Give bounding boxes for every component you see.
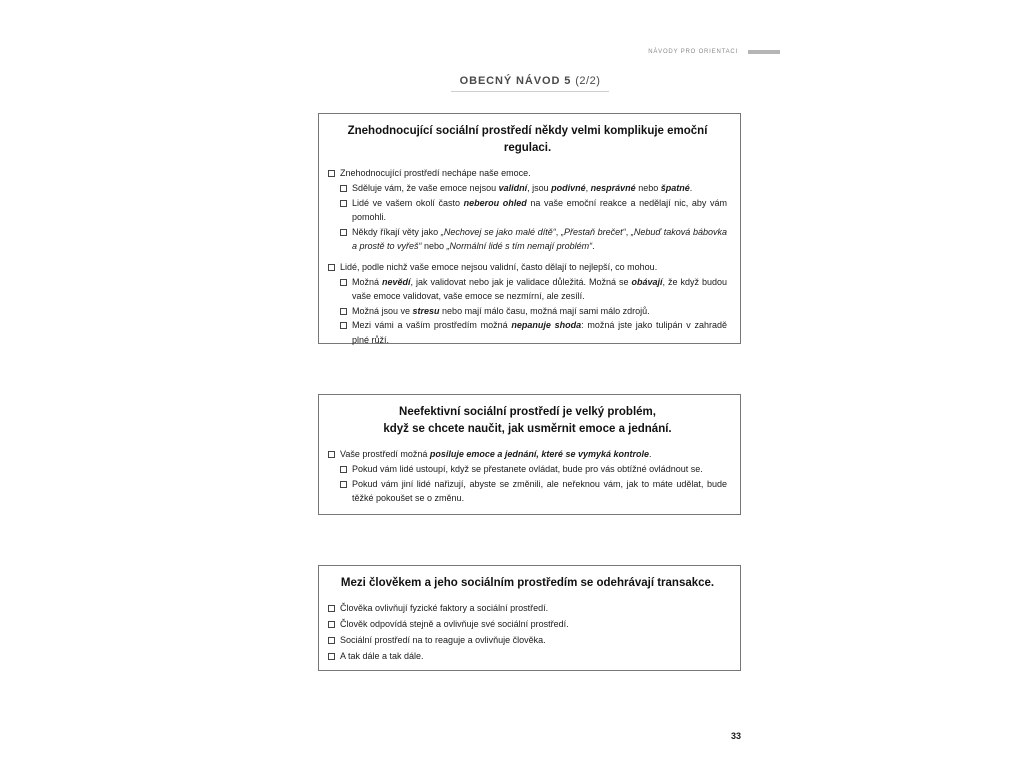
checkbox-icon xyxy=(340,200,347,207)
box-heading: Mezi člověkem a jeho sociálním prostředím se odehrávají transakce. xyxy=(340,577,715,589)
quote: „Normální lidé s tím nemají problém“ xyxy=(446,241,593,251)
box-heading xyxy=(328,404,727,438)
checklist xyxy=(328,600,727,664)
checkbox-icon xyxy=(340,481,347,488)
checkbox-icon xyxy=(340,308,347,315)
item-text: Pokud vám lidé ustoupí, když se přestanete ovládat, bude pro vás obtížné ovládnout se. xyxy=(352,464,703,474)
emphasis: neberou ohled xyxy=(463,197,527,208)
checkbox-icon xyxy=(340,322,347,329)
checkbox-icon xyxy=(328,653,335,660)
text-run: , xyxy=(585,183,591,193)
checklist-subitem xyxy=(340,196,727,225)
text-run: Možná xyxy=(352,276,382,287)
checklist xyxy=(328,447,727,506)
info-box-invalidating-environment xyxy=(318,113,741,344)
checklist-item xyxy=(328,632,727,648)
checklist-subitem xyxy=(340,304,727,319)
text-run: nebo mají málo času, možná mají sami málo zdrojů. xyxy=(439,305,650,316)
section-title-main: OBECNÝ NÁVOD 5 xyxy=(459,75,572,87)
checkbox-icon xyxy=(328,264,335,271)
item-text: A tak dále a tak dále. xyxy=(340,651,424,661)
checklist-item xyxy=(328,648,727,664)
text-run: , že když budou vaše emoce validovat, vaše emoce se nezmírní, ale zesílí. xyxy=(352,276,727,301)
checkbox-icon xyxy=(340,466,347,473)
quote: „Nebuď taková bábovka a prostě to vyřeš“ xyxy=(352,226,727,251)
checkbox-icon xyxy=(340,229,347,236)
text-run: , jak validovat nebo jak je validace důležitá. Možná se xyxy=(410,276,632,287)
checkbox-icon xyxy=(328,637,335,644)
text-run: Někdy říkají věty jako xyxy=(352,226,441,237)
text-run: Možná jsou ve xyxy=(352,305,413,316)
text-run: , xyxy=(555,226,561,237)
text-run: , jsou xyxy=(527,183,552,193)
checklist-item xyxy=(328,600,727,616)
checklist-subitem xyxy=(340,477,727,506)
text-run: nebo xyxy=(635,183,661,193)
item-text: Pokud vám jiní lidé nařizují, abyste se změnili, ale neřeknou vám, jak to máte udělat, bude těžké pokoušet se o změnu. xyxy=(352,478,727,503)
checklist-item xyxy=(328,166,727,181)
section-title xyxy=(451,75,609,92)
checkbox-icon xyxy=(328,605,335,612)
emphasis: špatné xyxy=(660,183,690,193)
box-heading: Znehodnocující sociální prostředí někdy velmi komplikuje emoční regulaci. xyxy=(347,125,708,154)
checkbox-icon xyxy=(328,621,335,628)
emphasis: validní xyxy=(498,183,528,193)
text-run: Lidé ve vašem okolí často xyxy=(352,197,464,208)
info-box-transactions xyxy=(318,565,741,671)
checkbox-icon xyxy=(340,279,347,286)
checklist-subitem xyxy=(340,318,727,347)
quote: „Nechovej se jako malé dítě“ xyxy=(440,226,556,237)
page-number: 33 xyxy=(731,731,742,741)
text-run: Vaše prostředí možná xyxy=(340,449,430,459)
item-text: Znehodnocující prostředí nechápe naše emoce. xyxy=(340,168,531,178)
checklist xyxy=(328,166,727,347)
emphasis: nevědí xyxy=(382,276,411,287)
text-run: : možná jste jako tulipán v zahradě plné růží. xyxy=(352,320,728,345)
item-text: Lidé, podle nichž vaše emoce nejsou validní, často dělají to nejlepší, co mohou. xyxy=(340,261,658,272)
box-heading-line: když se chcete naučit, jak usměrnit emoce a jednání. xyxy=(383,423,672,435)
text-run: Sděluje vám, že vaše emoce nejsou xyxy=(352,183,499,193)
emphasis: nepanuje shoda xyxy=(511,320,582,330)
checklist-subitem xyxy=(340,462,727,477)
checkbox-icon xyxy=(328,170,335,177)
checklist-subitem xyxy=(340,181,727,196)
checkbox-icon xyxy=(340,185,347,192)
text-run: . xyxy=(648,449,652,459)
checklist-subitem xyxy=(340,225,727,254)
emphasis: stresu xyxy=(412,305,440,316)
checkbox-icon xyxy=(328,451,335,458)
item-text: Člověk odpovídá stejně a ovlivňuje své sociální prostředí. xyxy=(340,619,569,629)
item-text: Sociální prostředí na to reaguje a ovlivňuje člověka. xyxy=(340,635,546,645)
text-run: , xyxy=(625,226,631,237)
info-box-ineffective-environment xyxy=(318,394,741,515)
text-run: nebo xyxy=(421,241,447,251)
emphasis: obávají xyxy=(631,276,663,287)
emphasis: podivné xyxy=(551,183,586,193)
emphasis: nesprávné xyxy=(590,183,636,193)
item-text: Člověka ovlivňují fyzické faktory a sociální prostředí. xyxy=(340,603,549,613)
emphasis: posiluje emoce a jednání, které se vymyká kontrole xyxy=(429,449,649,459)
text-run: . xyxy=(592,241,595,251)
text-run: na vaše emoční reakce a nedělají nic, aby vám pomohli. xyxy=(352,197,727,222)
text-run: . xyxy=(689,183,693,193)
checklist-item xyxy=(328,260,727,275)
text-run: Mezi vámi a vaším prostředím možná xyxy=(352,320,512,330)
header-bar-decoration xyxy=(748,50,780,54)
checklist-item xyxy=(328,616,727,632)
quote: „Přestaň brečet“ xyxy=(560,226,626,237)
section-title-part: (2/2) xyxy=(575,75,601,87)
running-head: NÁVODY PRO ORIENTACI xyxy=(648,49,738,55)
checklist-subitem xyxy=(340,275,727,304)
checklist-item xyxy=(328,447,727,462)
box-heading-line: Neefektivní sociální prostředí je velký problém, xyxy=(399,406,656,418)
